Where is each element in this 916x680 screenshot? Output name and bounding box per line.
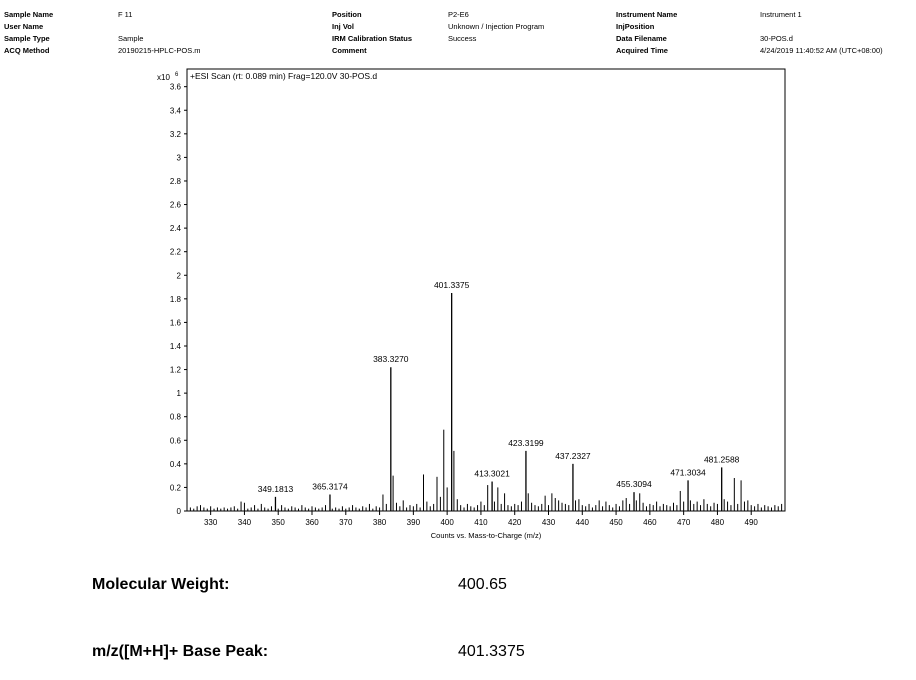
user-name-key: User Name	[4, 22, 44, 31]
y-tick-label: 0.6	[169, 436, 181, 446]
x-tick-label: 480	[710, 518, 725, 527]
x-tick-label: 470	[676, 518, 691, 527]
y-tick-label: 1.2	[169, 365, 181, 375]
plot-frame	[187, 69, 785, 511]
irm-status-key: IRM Calibration Status	[332, 34, 413, 43]
peak-label: 481.2588	[703, 454, 740, 465]
y-tick-label: 2	[176, 271, 181, 281]
peak-label: 365.3174	[312, 481, 348, 492]
x-axis-label: Counts vs. Mass-to-Charge (m/z)	[430, 531, 542, 540]
x-tick-label: 350	[271, 518, 285, 527]
instrument-name-key: Instrument Name	[616, 10, 678, 19]
x-tick-label: 360	[305, 518, 319, 527]
position-value: P2-E6	[448, 10, 469, 19]
data-filename-value: 30-POS.d	[760, 34, 793, 43]
chart-title: +ESI Scan (rt: 0.089 min) Frag=120.0V 30-POS.d	[190, 71, 378, 81]
base-peak-value: 401.3375	[458, 643, 525, 660]
peak-label: 349.1813	[257, 483, 294, 494]
y-tick-label: 0.2	[169, 483, 181, 493]
irm-status-value: Success	[448, 34, 477, 43]
inj-position-key: InjPosition	[616, 22, 655, 31]
y-tick-label: 0.4	[169, 459, 181, 469]
x-tick-label: 430	[541, 518, 556, 527]
peak-label: 471.3034	[670, 467, 706, 478]
position-key: Position	[332, 10, 362, 19]
inj-vol-value: Unknown / Injection Program	[448, 22, 545, 31]
y-tick-label: 0.8	[169, 412, 181, 422]
molecular-weight-value: 400.65	[458, 576, 507, 593]
acquired-time-key: Acquired Time	[616, 46, 668, 55]
x-tick-label: 460	[643, 518, 657, 527]
y-tick-label: 1.8	[169, 294, 181, 304]
molecular-weight-label: Molecular Weight:	[92, 576, 230, 593]
inj-vol-key: Inj Vol	[332, 22, 354, 31]
x-tick-label: 400	[440, 518, 454, 527]
peak-label: 383.3270	[373, 354, 409, 365]
y-tick-label: 2.4	[169, 224, 181, 234]
sample-name-value: F 11	[118, 10, 133, 19]
peak-label: 455.3094	[616, 479, 652, 490]
y-tick-label: 2.8	[169, 176, 181, 186]
peak-label: 401.3375	[433, 279, 470, 290]
peak-labels	[258, 280, 740, 494]
y-exponent: 6	[175, 72, 179, 78]
x-tick-label: 340	[237, 518, 252, 527]
sample-type-value: Sample	[118, 34, 144, 43]
x-tick-label: 420	[508, 518, 522, 527]
sample-type-key: Sample Type	[4, 34, 50, 43]
x-tick-label: 380	[372, 518, 387, 527]
y-tick-label: 1	[176, 389, 181, 399]
comment-key: Comment	[332, 46, 367, 55]
y-axis-ticks	[170, 83, 187, 516]
x-axis-ticks	[204, 511, 758, 527]
y-tick-label: 2.2	[169, 247, 181, 257]
acquired-time-value: 4/24/2019 11:40:52 AM (UTC+08:00)	[760, 46, 883, 55]
peak-label: 413.3021	[474, 468, 510, 479]
x-tick-label: 490	[744, 518, 758, 527]
y-tick-label: 1.4	[169, 341, 181, 351]
y-tick-label: 3.2	[169, 129, 181, 139]
y-tick-label: 3.4	[169, 106, 181, 116]
x-tick-label: 370	[339, 518, 353, 527]
peak-label: 423.3199	[508, 437, 544, 448]
x-tick-label: 330	[203, 518, 218, 527]
y-multiplier: x10	[157, 73, 170, 82]
acq-method-value: 20190215-HPLC-POS.m	[118, 46, 201, 55]
y-tick-label: 3.6	[169, 82, 181, 92]
data-filename-key: Data Filename	[616, 34, 667, 43]
x-tick-label: 440	[575, 518, 589, 527]
x-tick-label: 390	[406, 518, 421, 527]
base-peak-label: m/z([M+H]+ Base Peak:	[92, 643, 269, 660]
sample-name-key: Sample Name	[4, 10, 54, 19]
y-tick-label: 0	[176, 507, 181, 516]
peak-label: 437.2327	[555, 450, 591, 461]
instrument-name-value: Instrument 1	[760, 10, 802, 19]
x-tick-label: 450	[609, 518, 623, 527]
y-tick-label: 1.6	[169, 318, 181, 328]
x-tick-label: 410	[474, 518, 488, 527]
acq-method-key: ACQ Method	[4, 46, 50, 55]
y-tick-label: 2.6	[169, 200, 181, 210]
y-tick-label: 3	[176, 153, 181, 163]
